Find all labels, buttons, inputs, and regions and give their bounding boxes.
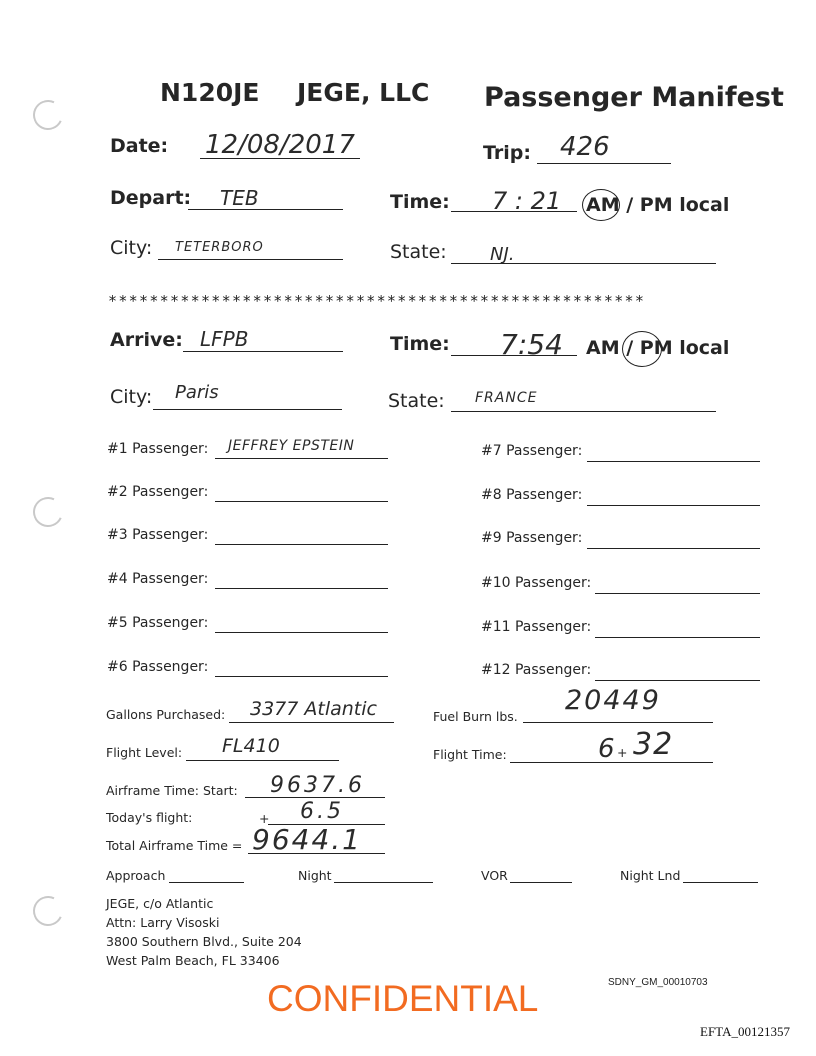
todays-flight-label: Today's flight:: [106, 810, 193, 825]
company-name: JEGE, LLC: [297, 78, 430, 107]
night-landing-line: [683, 882, 758, 883]
gallons-purchased-line: [229, 722, 394, 723]
punch-hole-middle: [29, 493, 67, 531]
passenger-2-line: [215, 501, 388, 502]
depart-time-value[interactable]: 7 : 21: [492, 187, 562, 215]
arrive-value[interactable]: LFPB: [200, 327, 249, 351]
passenger-4-line: [215, 588, 388, 589]
passenger-6-line: [215, 676, 388, 677]
passenger-6-label: #6 Passenger:: [107, 659, 209, 675]
night-landing-label: Night Lnd: [620, 868, 681, 883]
arrive-ampm-label: AM / PM local: [586, 337, 730, 359]
depart-time-label: Time:: [390, 191, 450, 213]
tail-number: N120JE: [160, 78, 260, 107]
passenger-7-line: [587, 461, 760, 462]
fuel-burn-line: [523, 722, 713, 723]
trip-label: Trip:: [483, 142, 531, 164]
section-divider: ****************************************************: [108, 292, 646, 310]
flight-time-label: Flight Time:: [433, 747, 507, 762]
approach-line: [169, 882, 244, 883]
passenger-9-line: [587, 548, 760, 549]
gallons-purchased-value[interactable]: 3377 Atlantic: [250, 698, 377, 720]
form-title: Passenger Manifest: [484, 82, 784, 113]
trip-line: [537, 163, 671, 164]
arrive-city-label: City:: [110, 386, 153, 408]
vor-line: [510, 882, 572, 883]
address-line-2: Attn: Larry Visoski: [106, 915, 220, 930]
flight-level-value[interactable]: FL410: [222, 735, 280, 757]
passenger-8-line: [587, 505, 760, 506]
arrive-city-line: [153, 409, 342, 410]
trip-value[interactable]: 426: [560, 132, 610, 162]
arrive-line: [183, 351, 343, 352]
passenger-1-value[interactable]: JEFFREY EPSTEIN: [228, 438, 355, 454]
arrive-state-value[interactable]: FRANCE: [475, 390, 538, 406]
depart-line: [188, 209, 343, 210]
arrive-state-line: [451, 411, 716, 412]
punch-hole-bottom: [29, 892, 67, 930]
passenger-12-label: #12 Passenger:: [481, 662, 592, 678]
airframe-start-label: Airframe Time: Start:: [106, 783, 238, 798]
passenger-3-line: [215, 544, 388, 545]
vor-label: VOR: [481, 868, 508, 883]
date-value[interactable]: 12/08/2017: [205, 130, 355, 160]
depart-city-label: City:: [110, 237, 153, 259]
arrive-city-value[interactable]: Paris: [175, 382, 219, 403]
gallons-purchased-label: Gallons Purchased:: [106, 707, 226, 722]
flight-level-label: Flight Level:: [106, 745, 183, 760]
arrive-time-value[interactable]: 7:54: [500, 328, 563, 361]
address-line-3: 3800 Southern Blvd., Suite 204: [106, 934, 302, 949]
passenger-11-label: #11 Passenger:: [481, 619, 592, 635]
confidential-stamp: CONFIDENTIAL: [267, 978, 539, 1019]
todays-flight-value[interactable]: 6.5: [300, 799, 344, 824]
arrive-time-label: Time:: [390, 333, 450, 355]
flight-level-line: [186, 760, 339, 761]
depart-ampm-label: AM / PM local: [586, 194, 730, 216]
flight-time-minutes[interactable]: 32: [633, 727, 674, 762]
passenger-8-label: #8 Passenger:: [481, 487, 583, 503]
depart-value[interactable]: TEB: [220, 186, 259, 210]
arrive-state-label: State:: [388, 390, 445, 412]
depart-state-value[interactable]: NJ.: [490, 244, 515, 265]
depart-city-line: [158, 259, 343, 260]
arrive-label: Arrive:: [110, 329, 183, 351]
passenger-5-line: [215, 632, 388, 633]
passenger-10-label: #10 Passenger:: [481, 575, 592, 591]
depart-state-label: State:: [390, 241, 447, 263]
passenger-1-label: #1 Passenger:: [107, 441, 209, 457]
fuel-burn-label: Fuel Burn lbs.: [433, 709, 518, 724]
flight-time-hours[interactable]: 6: [598, 734, 615, 764]
passenger-9-label: #9 Passenger:: [481, 530, 583, 546]
passenger-1-line: [215, 458, 388, 459]
date-label: Date:: [110, 135, 169, 157]
passenger-10-line: [595, 593, 760, 594]
airframe-start-value[interactable]: 9637.6: [270, 773, 365, 798]
passenger-11-line: [595, 637, 760, 638]
approach-label: Approach: [106, 868, 166, 883]
total-airframe-value[interactable]: 9644.1: [252, 823, 362, 856]
total-airframe-label: Total Airframe Time =: [106, 838, 243, 853]
address-line-4: West Palm Beach, FL 33406: [106, 953, 280, 968]
punch-hole-top: [29, 96, 67, 134]
flight-time-separator: +: [617, 745, 628, 760]
passenger-5-label: #5 Passenger:: [107, 615, 209, 631]
depart-label: Depart:: [110, 187, 192, 209]
todays-flight-plus: +: [259, 811, 270, 826]
passenger-4-label: #4 Passenger:: [107, 571, 209, 587]
fuel-burn-value[interactable]: 20449: [565, 685, 661, 716]
passenger-12-line: [595, 680, 760, 681]
passenger-7-label: #7 Passenger:: [481, 443, 583, 459]
night-line: [334, 882, 433, 883]
passenger-2-label: #2 Passenger:: [107, 484, 209, 500]
depart-city-value[interactable]: TETERBORO: [175, 240, 264, 255]
address-line-1: JEGE, c/o Atlantic: [106, 896, 214, 911]
passenger-3-label: #3 Passenger:: [107, 527, 209, 543]
efta-number: EFTA_00121357: [700, 1024, 790, 1039]
night-label: Night: [298, 868, 332, 883]
bates-number: SDNY_GM_00010703: [608, 977, 708, 988]
